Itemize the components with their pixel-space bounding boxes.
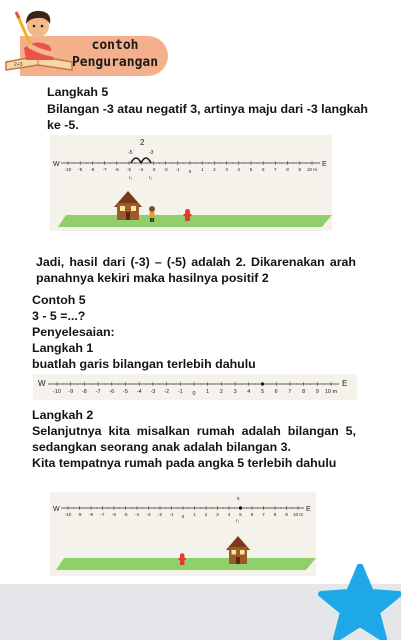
east-label: E <box>342 379 348 388</box>
star-icon <box>316 564 401 640</box>
tick-label: 8 <box>273 512 277 517</box>
tick-label: -3 <box>150 389 156 395</box>
tick-label: 1 <box>206 389 210 395</box>
tick-label: 9 <box>298 167 302 172</box>
mark-a-label: -5 <box>128 150 133 156</box>
tick-label: 5 <box>239 512 242 517</box>
tick-label: -8 <box>90 167 95 172</box>
tick-label: -6 <box>111 512 117 517</box>
tick-label: -10 <box>53 389 61 395</box>
tick-label: 3 <box>216 512 219 517</box>
west-label: W <box>53 506 60 513</box>
tick-label: -8 <box>81 389 87 395</box>
tick-label: 1 <box>193 512 196 517</box>
tick-label: -10 <box>64 167 72 172</box>
tick-label: 1 <box>200 167 204 172</box>
tick-label: -4 <box>134 512 140 517</box>
tick-label: 4 <box>227 512 231 517</box>
jump-label: 2 <box>140 138 145 147</box>
tick-label: -6 <box>109 389 115 395</box>
example5-problem: 3 - 5 =...? <box>32 309 86 323</box>
tick-label: 7 <box>288 389 292 395</box>
tick-label: -3 <box>146 512 151 517</box>
east-label: E <box>322 161 327 168</box>
tick-label: 5 <box>260 389 265 395</box>
tick-label: 6 <box>250 512 254 517</box>
step2-heading: Langkah 2 <box>32 408 94 422</box>
step2-body-2: Kita tempatnya rumah pada angka 5 terlebih dahulu <box>32 456 337 470</box>
tick-label: 8 <box>302 389 306 395</box>
sub-b-label: r₁ <box>149 175 153 180</box>
tick-label: -2 <box>163 167 168 172</box>
svg-text:2+3: 2+3 <box>14 62 23 68</box>
tick-label: -7 <box>100 512 105 517</box>
tick-label: 6 <box>261 167 265 172</box>
tick-label: -10 <box>64 512 72 517</box>
tick-label: -1 <box>175 167 180 172</box>
east-label: E <box>306 506 311 513</box>
tick-label: 2 <box>213 167 216 172</box>
mark-sub-label: r₁ <box>236 518 240 523</box>
mark-label: 5 <box>237 496 240 501</box>
tick-label: 6 <box>274 389 278 395</box>
tick-label: 7 <box>262 512 265 517</box>
tick-label: -4 <box>139 167 144 172</box>
tick-label: 7 <box>274 167 277 172</box>
tick-label: 3 <box>225 167 228 172</box>
position-dot <box>239 506 242 509</box>
numberline-figure-3 <box>50 492 316 576</box>
tick-label: 9 <box>285 512 288 517</box>
tick-label: 2 <box>204 512 208 517</box>
numberline-figure-1 <box>50 135 332 231</box>
tick-label: -1 <box>169 512 174 517</box>
west-label: W <box>53 161 60 168</box>
tick-label: -1 <box>177 389 183 395</box>
step5-heading: Langkah 5 <box>47 85 109 99</box>
tick-label: 0 <box>188 169 192 174</box>
tick-label: 0 <box>181 514 185 519</box>
step2-body-1: Selanjutnya kita misalkan rumah adalah bilangan 5, sedangkan seorang anak adalah bilangan 3. <box>32 424 356 454</box>
tick-label: -2 <box>157 512 163 517</box>
tick-label: 0 <box>192 391 196 397</box>
tick-label: -2 <box>164 389 170 395</box>
tick-label: -6 <box>114 167 119 172</box>
tick-label: 10 m <box>292 512 304 517</box>
position-dot <box>261 382 264 385</box>
conclusion-text: Jadi, hasil dari (-3) – (-5) adalah 2. Dikarenakan arah panahnya kekiri maka hasilnya positif 2 <box>36 255 356 285</box>
tick-label: -3 <box>151 167 156 172</box>
step5-body: Bilangan -3 atau negatif 3, artinya maju dari -3 langkah ke -5. <box>47 102 368 132</box>
step1-heading: Langkah 1 <box>32 341 94 355</box>
step1-body: buatlah garis bilangan terlebih dahulu <box>32 357 256 371</box>
tick-label: -5 <box>123 512 128 517</box>
page-title-line1: contoh <box>91 38 139 53</box>
tick-label: 4 <box>237 167 241 172</box>
tick-label: -9 <box>77 512 82 517</box>
tick-label: -4 <box>136 389 142 395</box>
page-title <box>62 37 168 71</box>
west-label: W <box>38 379 46 388</box>
tick-label: -9 <box>78 167 83 172</box>
tick-label: 4 <box>247 389 251 395</box>
page-title-line2: Pengurangan <box>71 55 159 70</box>
tick-label: -7 <box>95 389 101 395</box>
mark-b-label: -3 <box>149 150 154 156</box>
sub-a-label: r₁ <box>129 175 133 180</box>
example5-title: Contoh 5 <box>32 293 86 307</box>
tick-label: 10 m <box>324 389 338 395</box>
tick-label: 3 <box>233 389 237 395</box>
tick-label: -7 <box>102 167 107 172</box>
grass-strip <box>56 558 316 570</box>
tick-label: 5 <box>249 167 253 172</box>
tick-label: 10 m <box>306 167 318 172</box>
tick-label: -9 <box>68 389 74 395</box>
tick-label: 9 <box>315 389 319 395</box>
tick-label: -8 <box>88 512 94 517</box>
tick-label: -5 <box>123 389 128 395</box>
tick-label: 2 <box>219 389 223 395</box>
solution-label: Penyelesaian: <box>32 325 115 339</box>
tick-label: -5 <box>126 167 132 172</box>
tick-label: 8 <box>286 167 289 172</box>
numberline-figure-2 <box>33 374 357 400</box>
grass-strip <box>58 215 332 227</box>
